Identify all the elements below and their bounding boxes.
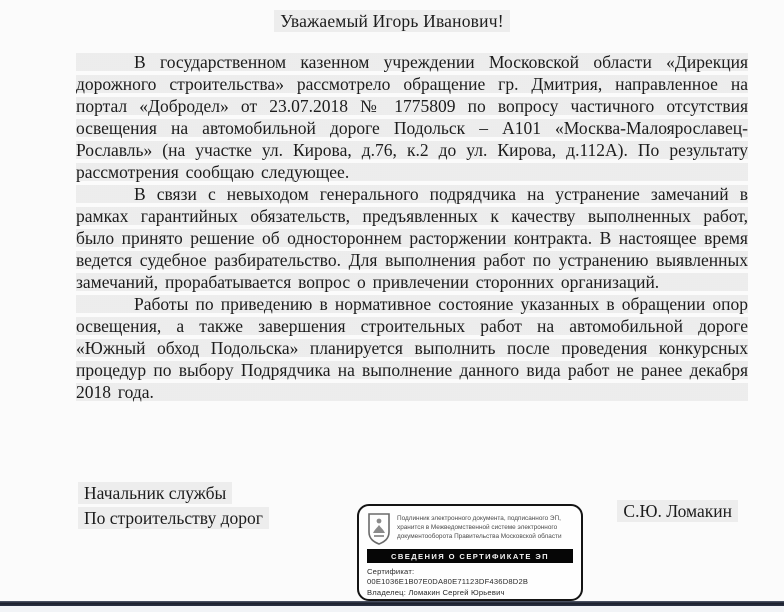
greeting-text: Уважаемый Игорь Иванович! (274, 10, 509, 32)
signature-position-line-1: Начальник службы (78, 481, 269, 506)
signatory-name: С.Ю. Ломакин (617, 501, 738, 522)
signature-position-line-2: По строительству дорог (78, 506, 269, 531)
electronic-signature-stamp (357, 504, 583, 601)
body-paragraph-1: В государственном казенном учреждении Московской области «Дирекция дорожного строительства» рассмотрело обращение гр. Дмитрия, направленное на портал «Добродел» от 23.07.2018 № 1775809 по вопросу частичного отсутствия освещения на автомобильной дороге Подольск – А101 «Москва-Малоярославец-Рославль» (на участке ул. Кирова, д.76, к.2 до ул. Кирова, д.112А). По результату рассмотрения сообщаю следующее. (76, 52, 748, 182)
body-paragraph-2: В связи с невыходом генерального подрядчика на устранение замечаний в рамках гарантийных обязательств, предъявленных к качеству выполненных работ, было принято решение об одностороннем расторжении контракта. В настоящее время ведется судебное разбирательство. Для выполнения работ по устранению выявленных замечаний, прорабатывается вопрос о привлечении сторонних организаций. (76, 184, 748, 292)
greeting-line (0, 11, 784, 32)
stamp-header-row (367, 512, 573, 545)
stamp-header-text: Подлинник электронного документа, подписанного ЭП, хранится в Межведомственной системе электронного документооборота Правительства Московской области (397, 515, 562, 540)
certificate-line: Сертификат: 00E1036E1B07E0DA80E71123DF436D8D2B (367, 566, 529, 587)
coat-of-arms-icon (367, 512, 391, 545)
owner-line: Владелец: Ломакин Сергей Юрьевич (367, 588, 505, 598)
body-paragraph-3: Работы по приведению в нормативное состояние указанных в обращении опор освещения, а также завершения строительных работ на автомобильной дороге «Южный обход Подольска» планируется выполнить после проведения конкурсных процедур по выбору Подрядчика на выполнение данного вида работ не ранее декабря 2018 года. (76, 294, 748, 402)
signature-position-block (78, 481, 269, 531)
letter-body (76, 51, 748, 403)
below-edge-strip (0, 606, 784, 612)
stamp-banner: СВЕДЕНИЯ О СЕРТИФИКАТЕ ЭП (367, 549, 573, 563)
